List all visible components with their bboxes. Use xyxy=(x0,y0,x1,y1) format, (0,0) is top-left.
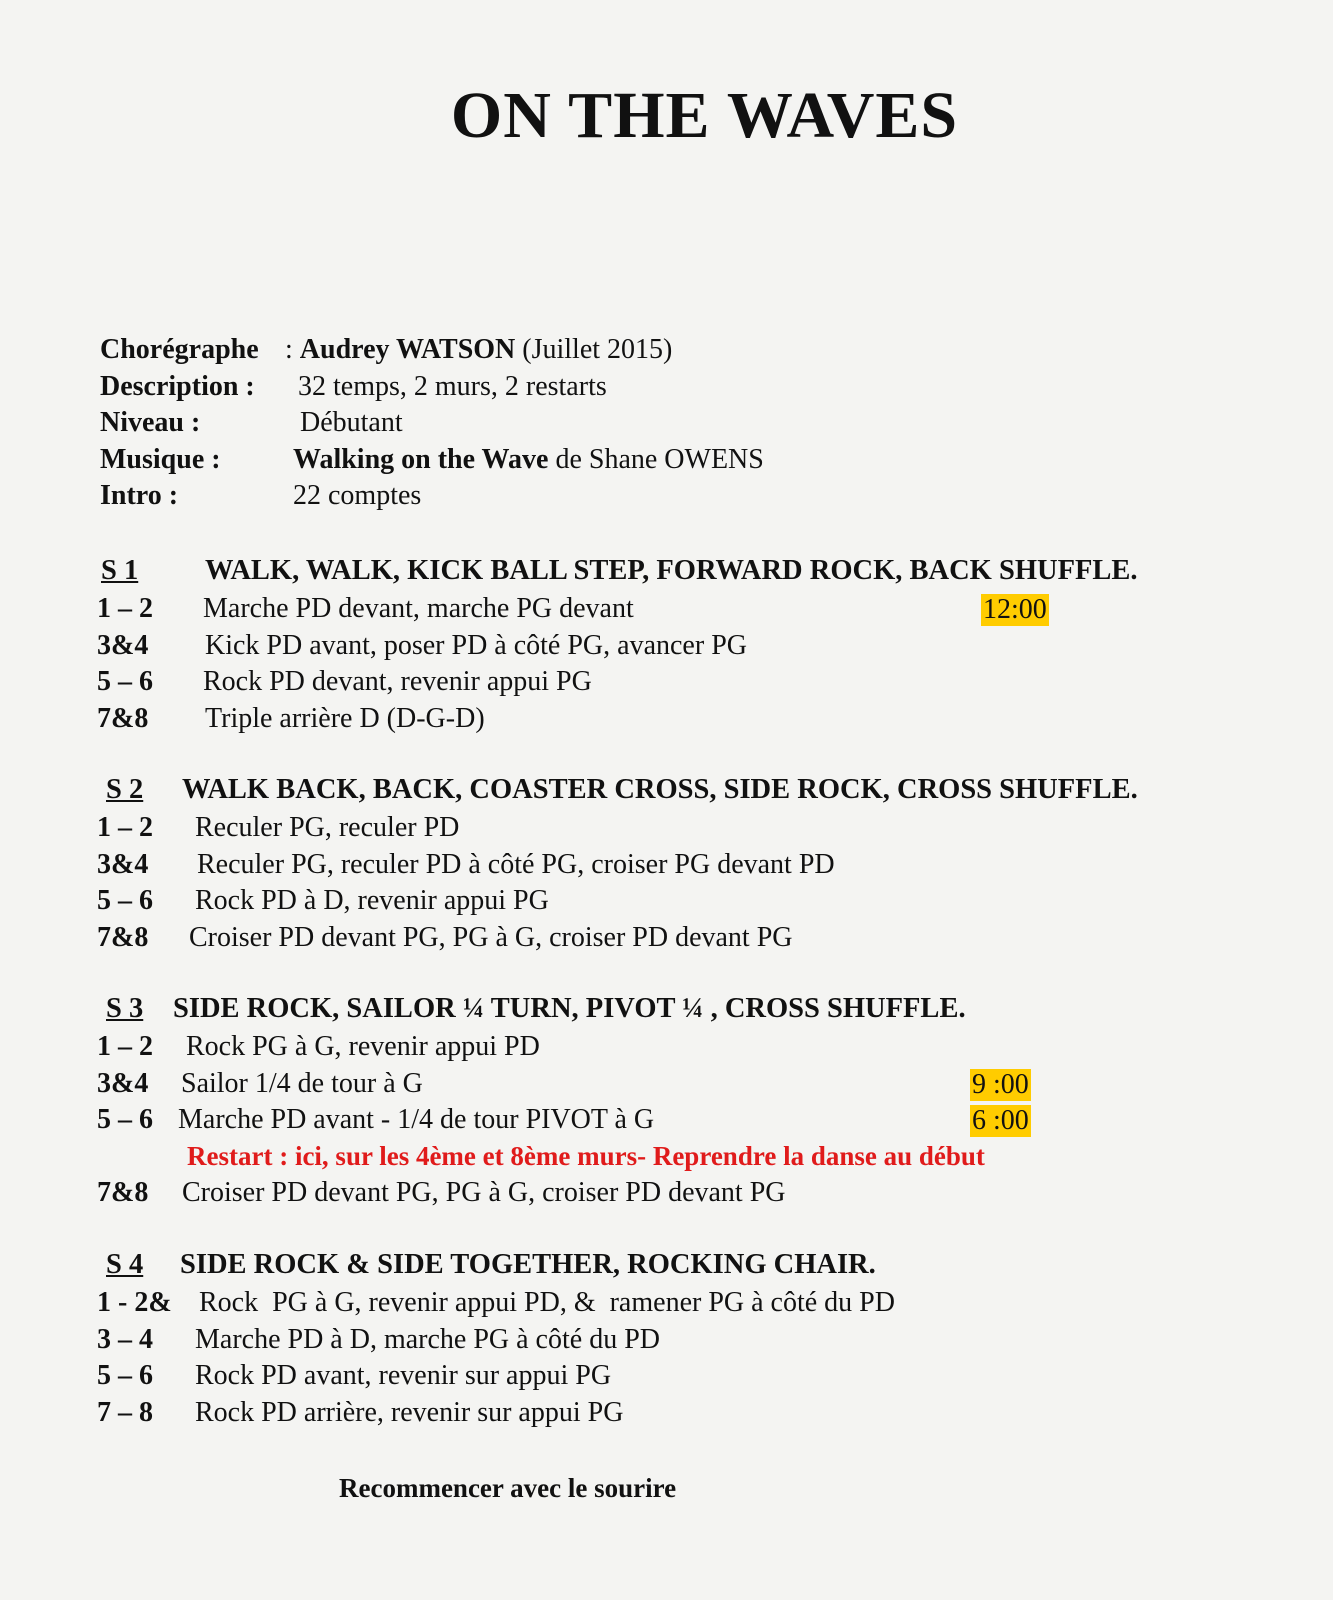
closing-note: Recommencer avec le sourire xyxy=(339,1473,677,1503)
step-count: 7&8 xyxy=(97,1176,149,1208)
step-count: 3&4 xyxy=(97,629,149,661)
step-description: Rock PD à D, revenir appui PG xyxy=(195,885,549,916)
music-value xyxy=(293,442,764,479)
step-description: Reculer PG, reculer PD à côté PG, croiser PG devant PD xyxy=(197,848,835,880)
step-description: Triple arrière D (D-G-D) xyxy=(205,702,485,734)
music-label: Musique : xyxy=(100,443,221,475)
step-count: 7 – 8 xyxy=(97,1396,153,1428)
step-description: Marche PD avant - 1/4 de tour PIVOT à G xyxy=(178,1104,655,1135)
intro-label: Intro : xyxy=(100,480,179,511)
level-value: Débutant xyxy=(300,407,403,438)
restart-text: Restart : ici, sur les 4ème et 8ème murs- Reprendre la danse au début xyxy=(187,1140,985,1171)
section-number: S 4 xyxy=(106,1249,144,1280)
step-count: 1 – 2 xyxy=(97,1031,153,1062)
step-description: Reculer PG, reculer PD xyxy=(195,812,460,843)
step-description: Marche PD à D, marche PG à côté du PD xyxy=(195,1323,660,1355)
description-value: 32 temps, 2 murs, 2 restarts xyxy=(298,370,607,402)
step-count: 5 – 6 xyxy=(97,885,153,916)
step-count: 7&8 xyxy=(97,921,149,953)
choreographer-date: (Juillet 2015) xyxy=(515,334,673,365)
step-count: 7&8 xyxy=(97,702,149,734)
section-title: WALK, WALK, KICK BALL STEP, FORWARD ROCK, BACK SHUFFLE. xyxy=(205,555,1138,586)
step-description: Croiser PD devant PG, PG à G, croiser PD devant PG xyxy=(189,921,793,953)
orientation-badge: 6 :00 xyxy=(972,1105,1029,1136)
step-count: 5 – 6 xyxy=(97,666,153,697)
orientation-badge: 12:00 xyxy=(983,594,1047,625)
section-number: S 1 xyxy=(101,555,139,586)
step-count: 5 – 6 xyxy=(97,1104,153,1135)
step-count: 3 – 4 xyxy=(97,1323,153,1355)
step-description: Rock PD arrière, revenir sur appui PG xyxy=(195,1396,624,1428)
section-number: S 2 xyxy=(106,774,144,805)
step-description: Sailor 1/4 de tour à G xyxy=(181,1067,423,1099)
step-description: Rock PD devant, revenir appui PG xyxy=(203,666,592,697)
level-label: Niveau : xyxy=(100,407,201,438)
step-count: 3&4 xyxy=(97,848,149,880)
step-description: Croiser PD devant PG, PG à G, croiser PD devant PG xyxy=(182,1176,786,1208)
step-description: Marche PD devant, marche PG devant xyxy=(203,593,634,624)
step-count: 1 – 2 xyxy=(97,812,153,843)
section-number: S 3 xyxy=(106,993,144,1024)
step-description: Rock PG à G, revenir appui PD, & ramener PG à côté du PD xyxy=(199,1287,895,1318)
choreographer-name: Audrey WATSON xyxy=(299,334,516,365)
choreographer-value xyxy=(278,332,672,369)
music-artist: de Shane OWENS xyxy=(548,443,764,475)
step-count: 5 – 6 xyxy=(97,1360,153,1391)
section-title: SIDE ROCK & SIDE TOGETHER, ROCKING CHAIR. xyxy=(180,1249,876,1280)
step-description: Kick PD avant, poser PD à côté PG, avancer PG xyxy=(205,629,747,661)
section-title: SIDE ROCK, SAILOR ¼ TURN, PIVOT ¼ , CROSS SHUFFLE. xyxy=(173,993,966,1024)
music-title: Walking on the Wave xyxy=(293,443,549,475)
step-description: Rock PD avant, revenir sur appui PG xyxy=(195,1360,612,1391)
step-count: 1 - 2& xyxy=(97,1287,172,1318)
choreographer-sep: : xyxy=(278,334,300,365)
step-count: 1 – 2 xyxy=(97,593,153,624)
choreographer-label: Chorégraphe xyxy=(100,334,259,365)
page-title: ON THE WAVES xyxy=(450,79,959,152)
section-title: WALK BACK, BACK, COASTER CROSS, SIDE ROCK, CROSS SHUFFLE. xyxy=(182,774,1138,805)
intro-value: 22 comptes xyxy=(293,480,422,511)
step-count: 3&4 xyxy=(97,1067,149,1099)
description-label: Description : xyxy=(100,370,255,402)
step-description: Rock PG à G, revenir appui PD xyxy=(186,1031,540,1062)
orientation-badge: 9 :00 xyxy=(972,1068,1029,1100)
